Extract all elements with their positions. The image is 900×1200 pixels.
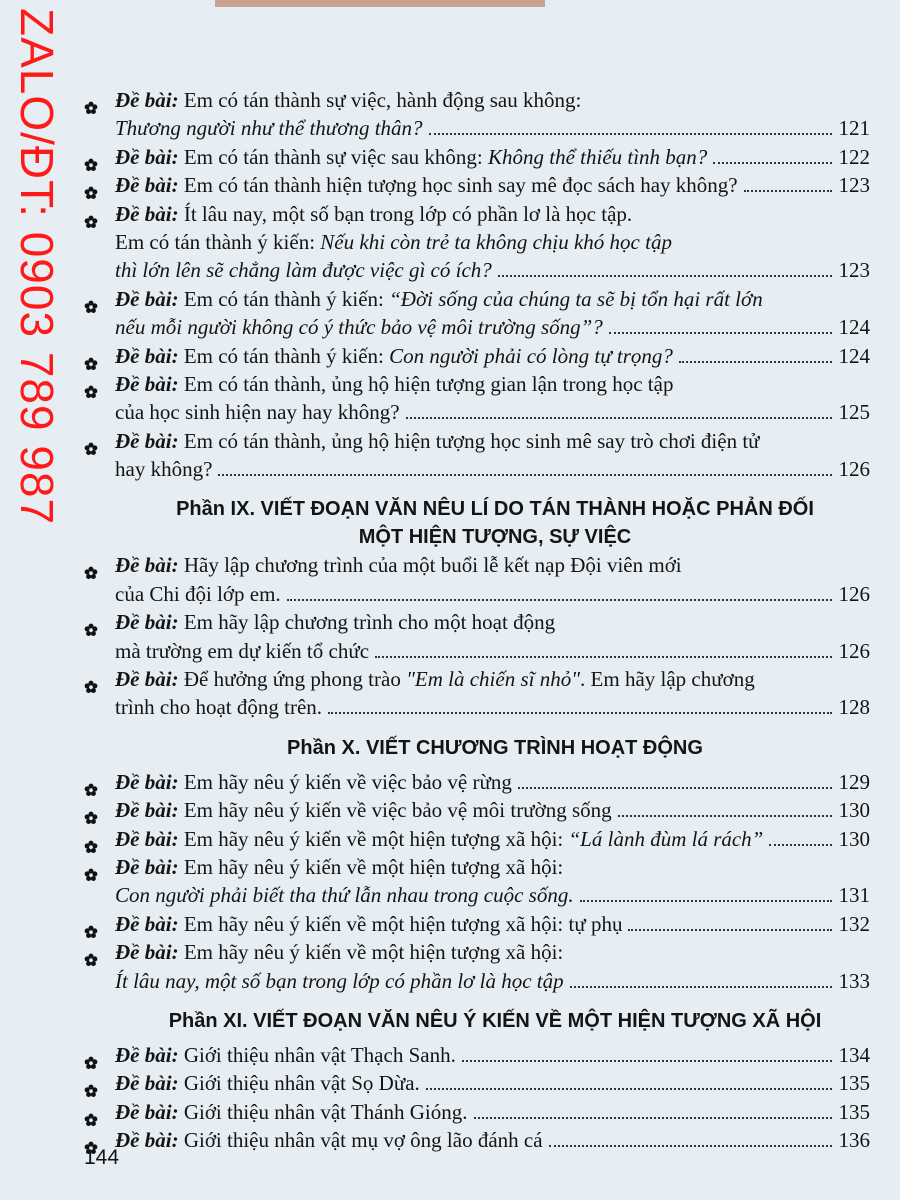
flower-bullet-icon: [84, 293, 98, 307]
flower-bullet-icon: [84, 1106, 98, 1120]
entry-text: Em có tán thành sự việc sau không:: [183, 144, 488, 169]
dot-leader: [287, 598, 832, 601]
toc-entry-text: [84, 372, 673, 396]
toc-entry[interactable]: [84, 1069, 870, 1097]
flower-bullet-icon: [84, 946, 98, 960]
flower-bullet-icon: [84, 350, 98, 364]
toc-entry[interactable]: [84, 1098, 870, 1126]
entry-text: mà trường em dự kiến tổ chức: [115, 638, 370, 663]
entry-page-number: 132: [838, 911, 870, 936]
entry-text: Em có tán thành ý kiến:: [115, 229, 321, 254]
entry-page-number: 136: [838, 1128, 870, 1153]
entry-text: của học sinh hiện nay hay không?: [115, 400, 400, 425]
toc-entry-text: [84, 855, 563, 879]
flower-bullet-icon: [84, 861, 98, 875]
entry-italic-text: Không thể thiếu tình bạn?: [487, 144, 708, 169]
toc-entry[interactable]: [84, 910, 870, 938]
toc-entry-text: [84, 256, 492, 284]
dot-leader: [628, 928, 832, 931]
toc-entry-text: [84, 910, 622, 938]
entry-text: Em hãy nêu ý kiến về một hiện tượng xã hội:: [183, 826, 569, 851]
entry-page-number: 135: [838, 1099, 870, 1124]
toc-entry[interactable]: [84, 427, 870, 484]
dot-leader: [570, 985, 832, 988]
toc-entry-line: [84, 825, 870, 853]
toc-entry-text: [84, 796, 612, 824]
toc-entry-text: [84, 825, 763, 853]
de-bai-label: Đề bài:: [115, 144, 179, 169]
entry-page-number: 121: [838, 116, 870, 141]
flower-bullet-icon: [84, 378, 98, 392]
dot-leader: [769, 843, 832, 846]
entry-italic-text: thì lớn lên sẽ chẳng làm được việc gì có ích?: [115, 258, 492, 283]
toc-entry[interactable]: [84, 1041, 870, 1069]
page-top-edge: [215, 0, 545, 7]
entry-text: Để hưởng ứng phong trào: [183, 667, 407, 692]
de-bai-label: Đề bài:: [115, 1099, 179, 1124]
entry-text: Em có tán thành hiện tượng học sinh say mê đọc sách hay không?: [183, 173, 738, 198]
toc-entry-line: [84, 796, 870, 824]
toc-entry[interactable]: [84, 370, 870, 427]
de-bai-label: Đề bài:: [115, 1071, 179, 1096]
entry-text: trình cho hoạt động trên.: [115, 695, 323, 720]
toc-entry-line: [84, 285, 870, 313]
toc-entry-line: [84, 1069, 870, 1097]
toc-entry-line: [84, 427, 870, 455]
dot-leader: [580, 899, 832, 902]
de-bai-label: Đề bài:: [115, 610, 179, 635]
entry-page-number: 122: [838, 144, 870, 169]
toc-entry-line: [84, 1041, 870, 1069]
toc-entry-line: [84, 768, 870, 796]
toc-entry-text: [84, 637, 369, 665]
toc-entry-text: [84, 1069, 420, 1097]
toc-entry[interactable]: [84, 171, 870, 199]
entry-italic-text: “Lá lành đùm lá rách”: [568, 826, 764, 851]
toc-entry-line: [84, 200, 870, 228]
toc-entry-text: [84, 967, 564, 995]
toc-entry-text: [84, 202, 632, 226]
de-bai-label: Đề bài:: [115, 428, 179, 453]
toc-entry-text: [84, 230, 672, 254]
toc-entry[interactable]: [84, 143, 870, 171]
toc-entry[interactable]: [84, 796, 870, 824]
flower-bullet-icon: [84, 673, 98, 687]
entry-text: Giới thiệu nhân vật mụ vợ ông lão đánh cá: [183, 1128, 543, 1153]
toc-entry-text: [84, 940, 563, 964]
toc-entry[interactable]: [84, 551, 870, 608]
flower-bullet-icon: [84, 179, 98, 193]
toc-entry-line: [84, 1098, 870, 1126]
toc-entry-text: [84, 1098, 468, 1126]
toc-entry-line: [84, 693, 870, 721]
flower-bullet-icon: [84, 94, 98, 108]
flower-bullet-icon: [84, 1049, 98, 1063]
entry-italic-text: “Đời sống của chúng ta sẽ bị tổn hại rất lớn: [389, 286, 763, 311]
toc-entry-line: [84, 86, 870, 114]
entry-text: Em có tán thành sự việc, hành động sau không:: [183, 88, 582, 112]
de-bai-label: Đề bài:: [115, 286, 179, 311]
entry-text: Giới thiệu nhân vật Thánh Gióng.: [183, 1099, 468, 1124]
toc-entry-line: [84, 551, 870, 579]
entry-text: Hãy lập chương trình của một buổi lễ kết nạp Đội viên mới: [183, 553, 682, 578]
dot-leader: [549, 1144, 832, 1147]
flower-bullet-icon: [84, 804, 98, 818]
flower-bullet-icon: [84, 559, 98, 573]
flower-bullet-icon: [84, 918, 98, 932]
de-bai-label: Đề bài:: [115, 343, 179, 368]
entry-text: Ít lâu nay, một số bạn trong lớp có phần lơ là học tập.: [183, 201, 633, 226]
toc-entry-line: [84, 1126, 870, 1154]
entry-text: Em hãy nêu ý kiến về việc bảo vệ môi trường sống: [183, 798, 612, 823]
entry-text: Giới thiệu nhân vật Thạch Sanh.: [183, 1042, 456, 1067]
toc-entry-text: [84, 667, 755, 691]
toc-entry-text: [84, 171, 738, 199]
entry-page-number: 134: [838, 1042, 870, 1067]
toc-entry[interactable]: [84, 86, 870, 143]
dot-leader: [679, 360, 832, 363]
entry-text: Em hãy nêu ý kiến về một hiện tượng xã hội:: [183, 940, 564, 965]
toc-entry-text: [84, 553, 682, 577]
entry-text: Em có tán thành, ủng hộ hiện tượng gian lận trong học tập: [183, 371, 674, 396]
toc-entry-text: [84, 429, 760, 453]
flower-bullet-icon: [84, 776, 98, 790]
toc-entry-line: [84, 256, 870, 284]
dot-leader: [406, 416, 832, 419]
table-of-contents: [84, 86, 870, 1155]
de-bai-label: Đề bài:: [115, 88, 179, 112]
toc-entry[interactable]: [84, 665, 870, 722]
flower-bullet-icon: [84, 833, 98, 847]
section-heading: [120, 1007, 870, 1035]
toc-entry-line: [84, 938, 870, 966]
toc-entry[interactable]: [84, 1126, 870, 1154]
toc-entry-text: [84, 1041, 456, 1069]
section-heading-line: Phần XI. VIẾT ĐOẠN VĂN NÊU Ý KIẾN VỀ MỘT HIỆN TƯỢNG XÃ HỘI: [168, 1009, 822, 1032]
entry-italic-text: Con người phải biết tha thứ lẫn nhau trong cuộc sống.: [115, 883, 574, 908]
toc-entry-line: [84, 665, 870, 693]
entry-text: . Em hãy lập chương: [580, 667, 755, 692]
entry-page-number: 125: [838, 400, 870, 425]
flower-bullet-icon: [84, 616, 98, 630]
toc-entry-line: [84, 370, 870, 398]
entry-page-number: 135: [838, 1071, 870, 1096]
toc-entry-line: [84, 313, 870, 341]
entry-italic-text: nếu mỗi người không có ý thức bảo vệ môi trường sống”?: [115, 315, 603, 340]
de-bai-label: Đề bài:: [115, 769, 179, 794]
de-bai-label: Đề bài:: [115, 173, 179, 198]
de-bai-label: Đề bài:: [115, 1042, 179, 1067]
entry-text: Em hãy nêu ý kiến về một hiện tượng xã hội: tự phụ: [183, 911, 623, 936]
toc-entry-line: [84, 637, 870, 665]
toc-entry[interactable]: [84, 608, 870, 665]
entry-italic-text: Ít lâu nay, một số bạn trong lớp có phần lơ là học tập: [115, 968, 564, 993]
toc-entry-text: [84, 580, 281, 608]
entry-text: Em có tán thành, ủng hộ hiện tượng học sinh mê say trò chơi điện tử: [183, 428, 760, 453]
de-bai-label: Đề bài:: [115, 940, 179, 965]
dot-leader: [713, 161, 832, 164]
toc-entry-line: [84, 580, 870, 608]
page-number: 144: [84, 1146, 120, 1169]
entry-text: hay không?: [115, 457, 213, 482]
section-heading-line: MỘT HIỆN TƯỢNG, SỰ VIỆC: [358, 526, 632, 549]
toc-entry[interactable]: [84, 938, 870, 995]
flower-bullet-icon: [84, 151, 98, 165]
entry-page-number: 129: [838, 769, 870, 794]
entry-page-number: 126: [838, 581, 870, 606]
flower-bullet-icon: [84, 1077, 98, 1091]
entry-page-number: 128: [838, 695, 870, 720]
toc-entry-text: [84, 313, 603, 341]
dot-leader: [618, 814, 832, 817]
toc-entry[interactable]: [84, 853, 870, 910]
toc-entry[interactable]: [84, 768, 870, 796]
toc-entry-text: [84, 143, 707, 171]
toc-entry-text: [84, 114, 423, 142]
dot-leader: [462, 1059, 832, 1062]
entry-page-number: 124: [838, 343, 870, 368]
dot-leader: [609, 331, 832, 334]
toc-entry-line: [84, 608, 870, 636]
entry-text: Em có tán thành ý kiến:: [183, 343, 390, 368]
de-bai-label: Đề bài:: [115, 798, 179, 823]
de-bai-label: Đề bài:: [115, 201, 179, 226]
toc-entry-text: [84, 693, 322, 721]
toc-entry-text: [84, 610, 555, 634]
toc-entry-line: [84, 171, 870, 199]
dot-leader: [474, 1116, 832, 1119]
toc-entry-text: [84, 287, 763, 311]
de-bai-label: Đề bài:: [115, 667, 179, 692]
dot-leader: [429, 132, 832, 135]
dot-leader: [426, 1087, 832, 1090]
entry-text: Em hãy nêu ý kiến về một hiện tượng xã hội:: [183, 854, 564, 879]
entry-page-number: 124: [838, 315, 870, 340]
entry-page-number: 123: [838, 258, 870, 283]
toc-entry-text: [84, 455, 212, 483]
dot-leader: [375, 655, 832, 658]
toc-entry[interactable]: [84, 285, 870, 342]
de-bai-label: Đề bài:: [115, 553, 179, 578]
toc-entry-text: [84, 768, 512, 796]
entry-page-number: 126: [838, 638, 870, 663]
entry-page-number: 130: [838, 798, 870, 823]
entry-page-number: 133: [838, 968, 870, 993]
section-heading: [120, 495, 870, 551]
entry-page-number: 130: [838, 826, 870, 851]
dot-leader: [498, 274, 832, 277]
section-heading: [120, 734, 870, 762]
toc-entry-line: [84, 228, 870, 256]
toc-entry-line: [84, 881, 870, 909]
dot-leader: [518, 786, 832, 789]
entry-page-number: 131: [838, 883, 870, 908]
flower-bullet-icon: [84, 435, 98, 449]
toc-entry-line: [84, 910, 870, 938]
toc-entry-line: [84, 342, 870, 370]
entry-italic-text: Nếu khi còn trẻ ta không chịu khó học tập: [320, 229, 672, 254]
toc-entry-text: [84, 342, 673, 370]
toc-entry-line: [84, 143, 870, 171]
toc-entry-line: [84, 967, 870, 995]
entry-page-number: 126: [838, 457, 870, 482]
toc-entry-line: [84, 398, 870, 426]
de-bai-label: Đề bài:: [115, 854, 179, 879]
toc-entry[interactable]: [84, 825, 870, 853]
entry-italic-text: "Em là chiến sĩ nhỏ": [406, 667, 581, 692]
toc-entry[interactable]: [84, 200, 870, 285]
toc-entry[interactable]: [84, 342, 870, 370]
de-bai-label: Đề bài:: [115, 371, 179, 396]
entry-italic-text: Con người phải có lòng tự trọng?: [389, 343, 673, 368]
entry-text: Giới thiệu nhân vật Sọ Dừa.: [183, 1071, 420, 1096]
toc-entry-line: [84, 455, 870, 483]
toc-entry-line: [84, 853, 870, 881]
dot-leader: [218, 473, 832, 476]
de-bai-label: Đề bài:: [115, 826, 179, 851]
toc-entry-text: [84, 398, 400, 426]
flower-bullet-icon: [84, 208, 98, 222]
toc-entry-text: [84, 88, 581, 112]
toc-entry-text: [84, 1126, 543, 1154]
entry-page-number: 123: [838, 173, 870, 198]
entry-text: Em hãy lập chương trình cho một hoạt động: [183, 610, 556, 635]
entry-text: Em hãy nêu ý kiến về việc bảo vệ rừng: [183, 769, 512, 794]
entry-italic-text: Thương người như thể thương thân?: [115, 116, 423, 141]
dot-leader: [744, 189, 832, 192]
toc-entry-text: [84, 881, 574, 909]
section-heading-line: Phần IX. VIẾT ĐOẠN VĂN NÊU LÍ DO TÁN THÀNH HOẶC PHẢN ĐỐI: [176, 498, 814, 521]
toc-entry-line: [84, 114, 870, 142]
de-bai-label: Đề bài:: [115, 911, 179, 936]
entry-text: của Chi đội lớp em.: [115, 581, 281, 606]
dot-leader: [328, 711, 832, 714]
entry-text: Em có tán thành ý kiến:: [183, 286, 390, 311]
de-bai-label: Đề bài:: [115, 1128, 179, 1153]
watermark-text: ZALO/ĐT: 0903 789 987: [11, 8, 63, 526]
section-heading-line: Phần X. VIẾT CHƯƠNG TRÌNH HOẠT ĐỘNG: [287, 736, 703, 759]
